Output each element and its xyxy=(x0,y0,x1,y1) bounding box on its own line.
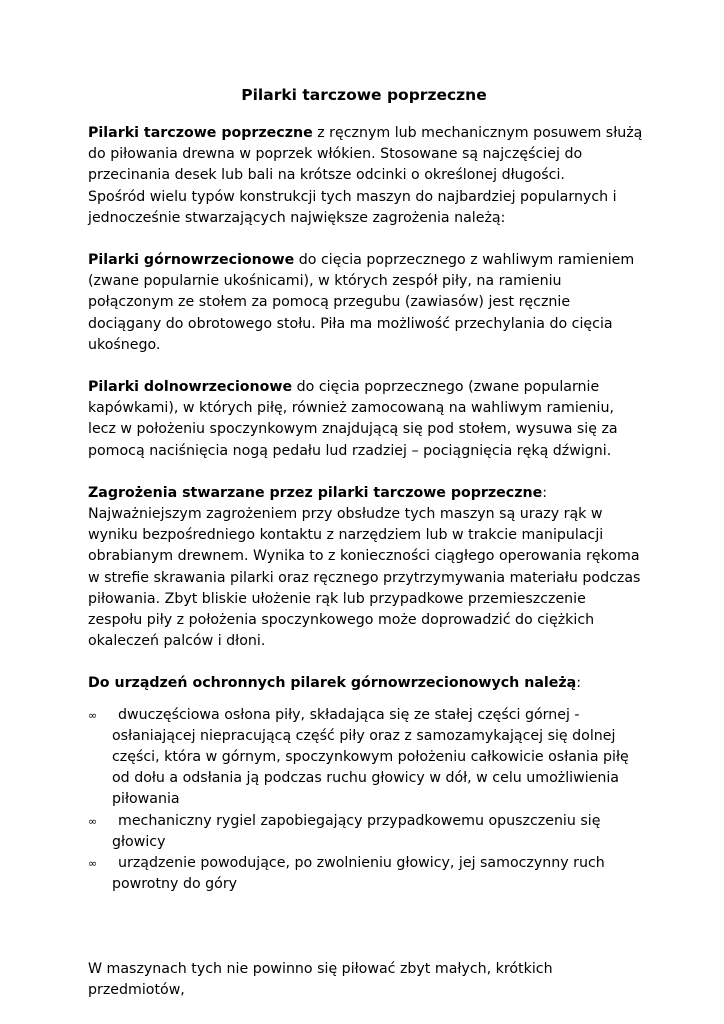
list-item xyxy=(88,853,644,895)
spacer xyxy=(88,652,644,673)
list-item-text: dwuczęściowa osłona piły, składająca się ze stałej części górnej - osłaniającej niepracującą część piły oraz z samozamykającej się dolnej części, która w górnym, spoczynkowym położeniu całkowicie osłania piłę od dołu a odsłania ją podczas ruchu głowicy w dół, w celu umożliwienia piłowania xyxy=(112,706,629,808)
hazards-heading-text: Zagrożenia stwarzane przez pilarki tarczowe poprzeczne xyxy=(88,484,543,501)
list-item xyxy=(88,811,644,853)
protective-heading-text: Do urządzeń ochronnych pilarek górnowrzecionowych należą xyxy=(88,675,577,692)
intro-text: z ręcznym lub mechanicznym posuwem służą do piłowania drewna w poprzek włókien. Stosowane są najczęściej do przecinania desek lub bali na krótsze odcinki o określonej długości. xyxy=(88,125,643,184)
protective-heading-colon: : xyxy=(576,675,581,692)
dolnowrzecionowe-term: Pilarki dolnowrzecionowe xyxy=(88,379,293,396)
infinity-bullet-icon: ∞ xyxy=(88,814,98,828)
spacer xyxy=(88,896,644,959)
intro-paragraph xyxy=(88,123,644,187)
hazards-heading xyxy=(88,483,644,504)
list-item-text: urządzenie powodujące, po zwolnieniu głowicy, jej samoczynny ruch powrotny do góry xyxy=(112,855,605,893)
gornowrzecionowe-text: do cięcia poprzecznego z wahliwym ramieniem (zwane popularnie ukośnicami), w których zespół piły, na ramieniu połączonym ze stołem za pomocą przegubu (zawiasów) jest ręcznie dociągany do obrotowego stołu. Piła ma możliwość przechylania do cięcia ukośnego. xyxy=(88,252,635,353)
protective-devices-list xyxy=(88,705,644,896)
page-title: Pilarki tarczowe poprzeczne xyxy=(241,86,487,104)
hazards-heading-colon: : xyxy=(542,484,547,501)
infinity-bullet-icon: ∞ xyxy=(88,857,98,871)
intro-bold-term: Pilarki tarczowe poprzeczne xyxy=(88,125,313,141)
spacer xyxy=(88,462,644,483)
list-item xyxy=(88,705,644,811)
closing-paragraph: W maszynach tych nie powinno się piłować zbyt małych, krótkich przedmiotów, xyxy=(88,960,553,998)
spacer xyxy=(88,356,644,377)
gornowrzecionowe-term: Pilarki górnowrzecionowe xyxy=(88,252,295,269)
protective-heading xyxy=(88,673,644,694)
dolnowrzecionowe-text: do cięcia poprzecznego (zwane popularnie kapówkami), w których piłę, również zamocowaną na wahliwym ramieniu, lecz w położeniu spoczynkowym znajdującą się pod stołem, wysuwa się za pomocą naciśnięcia nogą pedału lud rzadziej – pociągnięcia ręką dźwigni. xyxy=(88,379,618,459)
dolnowrzecionowe-paragraph xyxy=(88,377,644,462)
hazards-paragraph: Najważniejszym zagrożeniem przy obsłudze tych maszyn są urazy rąk w wyniku bezpośredniego kontaktu z narzędziem lub w trakcie manipulacji obrabianym drewnem. Wynika to z konieczności ciągłego operowania rękoma w strefie skrawania pilarki oraz ręcznego przytrzymywania materiału podczas piłowania. Zbyt bliskie ułożenie rąk lub przypadkowe przemieszczenie zespołu piły z położenia spoczynkowego może doprowadzić do ciężkich okaleczeń palców i dłoni. xyxy=(88,506,641,650)
infinity-bullet-icon: ∞ xyxy=(88,708,98,722)
gornowrzecionowe-paragraph xyxy=(88,250,644,356)
intro-second-paragraph: Spośród wielu typów konstrukcji tych maszyn do najbardziej popularnych i jednocześnie stwarzających największe zagrożenia należą: xyxy=(88,188,617,226)
spacer xyxy=(88,229,644,250)
list-item-text: mechaniczny rygiel zapobiegający przypadkowemu opuszczeniu się głowicy xyxy=(112,812,601,850)
